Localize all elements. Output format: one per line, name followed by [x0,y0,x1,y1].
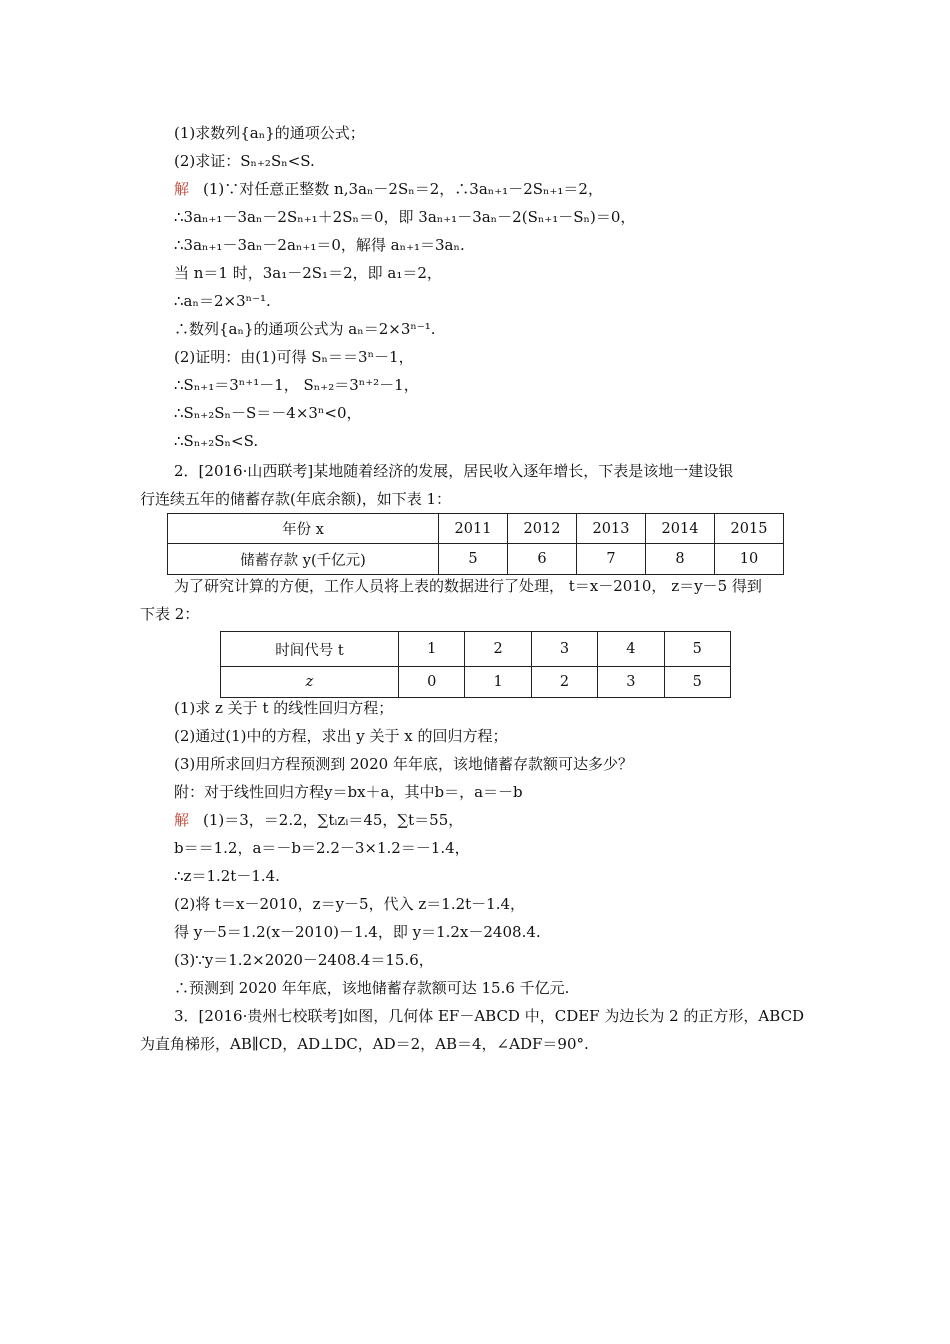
table-row [168,544,784,575]
solution-line: (3)∵y＝1.2×2020－2408.4＝15.6， [174,951,434,969]
savings-table [167,513,784,575]
problem-3-text: 为直角梯形，AB∥CD，AD⊥DC，AD＝2，AB＝4，∠ADF＝90°. [140,1035,589,1053]
solution-line: 当 n＝1 时，3a₁－2S₁＝2，即 a₁＝2， [174,264,442,282]
solution-line: ∴Sₙ₊₂Sₙ<S. [174,432,259,450]
solution-line: ∴z＝1.2t－1.4. [174,867,280,885]
solution-label: 解 [174,811,190,829]
table-cell: 1 [399,632,465,667]
solution-line: ∴aₙ＝2×3ⁿ⁻¹. [174,292,271,310]
table-header-cell: 储蓄存款 y(千亿元) [168,544,439,575]
transformed-table [220,631,731,698]
solution-line: ∴数列{aₙ}的通项公式为 aₙ＝2×3ⁿ⁻¹. [174,320,436,338]
question-2: (2)通过(1)中的方程，求出 y 关于 x 的回归方程； [174,727,508,745]
solution-line: (2)证明：由(1)可得 Sₙ＝＝3ⁿ－1， [174,348,414,366]
solution-line: 得 y－5＝1.2(x－2010)－1.4，即 y＝1.2x－2408.4. [174,923,541,941]
table-header-cell: z [221,667,399,698]
table-cell: 10 [715,544,784,575]
table-cell: 2 [465,632,531,667]
table-cell: 2011 [439,514,508,544]
solution-line: (2)将 t＝x－2010，z＝y－5，代入 z＝1.2t－1.4， [174,895,526,913]
table-cell: 7 [577,544,646,575]
solution-line [174,809,463,831]
table-header-cell: 时间代号 t [221,632,399,667]
table-header-cell: 年份 x [168,514,439,544]
question-3: (3)用所求回归方程预测到 2020 年年底，该地储蓄存款额可达多少？ [174,755,633,773]
problem-2-intro: 行连续五年的储蓄存款(年底余额)，如下表 1： [140,490,452,508]
problem-3-text: 3．[2016·贵州七校联考]如图，几何体 EF－ABCD 中，CDEF 为边长为 2 的正方形，ABCD [174,1007,805,1025]
table-row [168,514,784,544]
problem-2-text: 为了研究计算的方便，工作人员将上表的数据进行了处理， t＝x－2010， z＝y－5 得到 [174,577,762,595]
table-cell: 8 [646,544,715,575]
table-cell: 5 [439,544,508,575]
table-cell: 5 [664,632,730,667]
solution-line: b＝＝1.2，a＝－b＝2.2－3×1.2＝－1.4， [174,839,470,857]
table-cell: 2014 [646,514,715,544]
problem-2-intro: 2．[2016·山西联考]某地随着经济的发展，居民收入逐年增长，下表是该地一建设银 [174,462,734,480]
table-row [221,667,731,698]
solution-line [174,178,603,200]
solution-line: ∴3aₙ₊₁－3aₙ－2aₙ₊₁＝0，解得 aₙ₊₁＝3aₙ. [174,236,465,254]
solution-line: ∴预测到 2020 年年底，该地储蓄存款额可达 15.6 千亿元. [174,979,570,997]
question-1: (1)求 z 关于 t 的线性回归方程； [174,699,394,717]
solution-text: (1)＝3，＝2.2，∑tᵢzᵢ＝45，∑t＝55， [203,811,464,829]
solution-line: ∴Sₙ₊₂Sₙ－S＝－4×3ⁿ<0， [174,404,362,422]
table-cell: 5 [664,667,730,698]
table-cell: 2013 [577,514,646,544]
table-cell: 2 [531,667,597,698]
table-cell: 4 [598,632,664,667]
table-cell: 3 [598,667,664,698]
appendix-note: 附：对于线性回归方程y＝bx＋a，其中b＝，a＝－b [174,783,523,801]
question-1: (1)求数列{aₙ}的通项公式； [174,124,365,142]
table-row [221,632,731,667]
solution-line: ∴3aₙ₊₁－3aₙ－2Sₙ₊₁＋2Sₙ＝0，即 3aₙ₊₁－3aₙ－2(Sₙ₊₁－Sₙ)＝0， [174,208,636,226]
table-cell: 2012 [508,514,577,544]
table-cell: 6 [508,544,577,575]
question-2: (2)求证：Sₙ₊₂Sₙ<S. [174,152,315,170]
problem-2-text: 下表 2： [140,605,200,623]
table-cell: 1 [465,667,531,698]
solution-label: 解 [174,180,190,198]
solution-line: ∴Sₙ₊₁＝3ⁿ⁺¹－1， Sₙ₊₂＝3ⁿ⁺²－1， [174,376,419,394]
table-cell: 0 [399,667,465,698]
solution-text: (1)∵对任意正整数 n,3aₙ－2Sₙ＝2，∴3aₙ₊₁－2Sₙ₊₁＝2， [203,180,603,198]
table-cell: 3 [531,632,597,667]
table-cell: 2015 [715,514,784,544]
